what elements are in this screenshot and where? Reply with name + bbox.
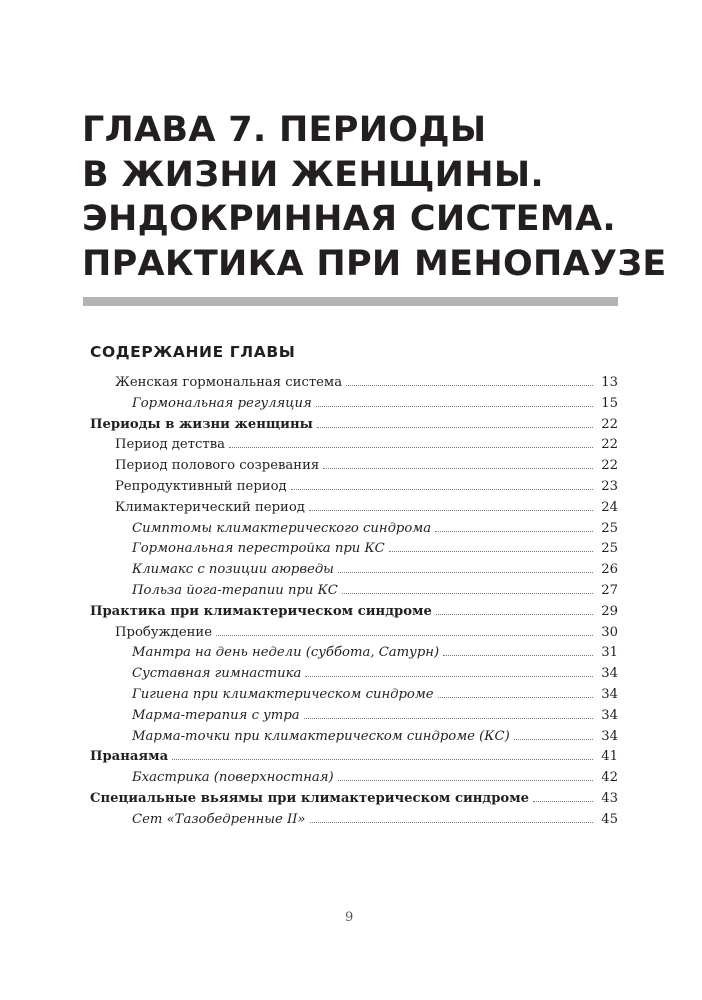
toc-entry-page: 34: [601, 707, 618, 723]
toc-entry-page: 23: [601, 478, 618, 494]
toc-entry-title: Бхастрика (поверхностная): [132, 770, 334, 786]
page-number: 9: [345, 910, 354, 925]
toc-entry-page: 22: [601, 437, 618, 453]
toc-entry-title: Гормональная перестройка при КС: [132, 541, 385, 557]
leader-dots: [338, 572, 593, 573]
title-divider: [83, 297, 618, 306]
toc-entry-page: 34: [601, 666, 618, 682]
toc-entry-title: Период детства: [115, 437, 225, 453]
leader-dots: [389, 551, 593, 552]
toc-entry[interactable]: [90, 477, 618, 498]
toc-entry-page: 31: [601, 645, 618, 661]
leader-dots: [309, 510, 593, 511]
toc-entry[interactable]: [90, 394, 618, 415]
toc-entry[interactable]: [90, 747, 618, 768]
toc-entry[interactable]: [90, 623, 618, 644]
leader-dots: [291, 489, 594, 490]
leader-dots: [338, 780, 594, 781]
leader-dots: [229, 447, 593, 448]
toc-entry-title: Пробуждение: [115, 624, 213, 640]
toc-heading: СОДЕРЖАНИЕ ГЛАВЫ: [90, 343, 296, 361]
leader-dots: [316, 406, 594, 407]
toc-entry[interactable]: [90, 706, 618, 727]
title-line: ЭНДОКРИННАЯ СИСТЕМА.: [82, 199, 616, 239]
leader-dots: [533, 801, 593, 802]
title-line: ГЛАВА 7. ПЕРИОДЫ: [82, 110, 487, 150]
leader-dots: [172, 759, 593, 760]
toc-entry-title: Период полового созревания: [115, 458, 320, 474]
toc-entry-title: Климакс с позиции аюрведы: [132, 562, 334, 578]
toc-entry-page: 25: [601, 520, 618, 536]
toc-entry[interactable]: [90, 560, 618, 581]
leader-dots: [435, 531, 593, 532]
toc-entry-page: 45: [601, 811, 618, 827]
toc-entry[interactable]: [90, 456, 618, 477]
toc-entry-title: Практика при климактерическом синдроме: [90, 603, 432, 619]
toc-entry-title: Периоды в жизни женщины: [90, 416, 313, 432]
toc-entry-page: 34: [601, 728, 618, 744]
toc-entry-page: 43: [601, 790, 618, 806]
toc-entry-page: 34: [601, 686, 618, 702]
title-line: ПРАКТИКА ПРИ МЕНОПАУЗЕ: [82, 243, 667, 284]
leader-dots: [436, 614, 593, 615]
toc-entry[interactable]: [90, 415, 618, 436]
toc-entry-title: Симптомы климактерического синдрома: [132, 520, 432, 536]
toc-entry[interactable]: [90, 539, 618, 560]
leader-dots: [342, 593, 593, 594]
toc-entry-title: Польза йога-терапии при КС: [132, 582, 338, 598]
toc-entry[interactable]: [90, 810, 618, 831]
toc-entry-title: Пранаяма: [90, 749, 169, 765]
toc-entry[interactable]: [90, 789, 618, 810]
toc-entry-page: 22: [601, 416, 618, 432]
toc-entry-title: Марма-точки при климактерическом синдроме (КС): [132, 728, 510, 744]
toc-entry-title: Климактерический период: [115, 499, 305, 515]
leader-dots: [438, 697, 594, 698]
toc-entry[interactable]: [90, 498, 618, 519]
toc-entry[interactable]: [90, 643, 618, 664]
leader-dots: [443, 655, 593, 656]
toc-entry-page: 27: [601, 582, 618, 598]
toc-entry-page: 25: [601, 541, 618, 557]
toc-entry-page: 42: [601, 770, 618, 786]
toc-entry[interactable]: [90, 727, 618, 748]
toc-entry[interactable]: [90, 581, 618, 602]
toc-entry-page: 24: [601, 499, 618, 515]
toc-entry[interactable]: [90, 519, 618, 540]
leader-dots: [346, 385, 593, 386]
toc-entry[interactable]: [90, 373, 618, 394]
toc-entry[interactable]: [90, 435, 618, 456]
toc-entry-title: Марма-терапия с утра: [132, 707, 300, 723]
leader-dots: [323, 468, 593, 469]
toc-entry-page: 41: [601, 749, 618, 765]
toc-entry-title: Гигиена при климактерическом синдроме: [132, 686, 434, 702]
toc-entry-page: 26: [601, 562, 618, 578]
leader-dots: [216, 635, 593, 636]
leader-dots: [514, 739, 593, 740]
toc-entry[interactable]: [90, 685, 618, 706]
toc-entry-title: Женская гормональная система: [115, 375, 343, 390]
title-line: В ЖИЗНИ ЖЕНЩИНЫ.: [82, 154, 545, 195]
leader-dots: [310, 822, 594, 823]
leader-dots: [305, 676, 593, 677]
toc-entry-title: Сет «Тазобедренные II»: [132, 811, 306, 827]
toc-entry[interactable]: [90, 602, 618, 623]
toc-entry[interactable]: [90, 664, 618, 685]
toc-entry-title: Специальные вьяямы при климактерическом синдроме: [90, 790, 530, 806]
toc-entry-page: 30: [601, 624, 618, 640]
toc-entry-title: Гормональная регуляция: [132, 395, 312, 411]
toc-entry-page: 13: [601, 375, 618, 390]
toc-entry-title: Мантра на день недели (суббота, Сатурн): [132, 645, 440, 661]
toc-entry[interactable]: [90, 768, 618, 789]
toc-entry-page: 22: [601, 458, 618, 474]
toc-entry-title: Суставная гимнастика: [132, 666, 302, 682]
leader-dots: [304, 718, 594, 719]
chapter-title: [82, 108, 667, 286]
leader-dots: [317, 427, 593, 428]
toc-entry-title: Репродуктивный период: [115, 478, 287, 494]
toc-entry-page: 29: [601, 603, 618, 619]
table-of-contents: [90, 373, 618, 831]
toc-entry-page: 15: [601, 395, 618, 411]
